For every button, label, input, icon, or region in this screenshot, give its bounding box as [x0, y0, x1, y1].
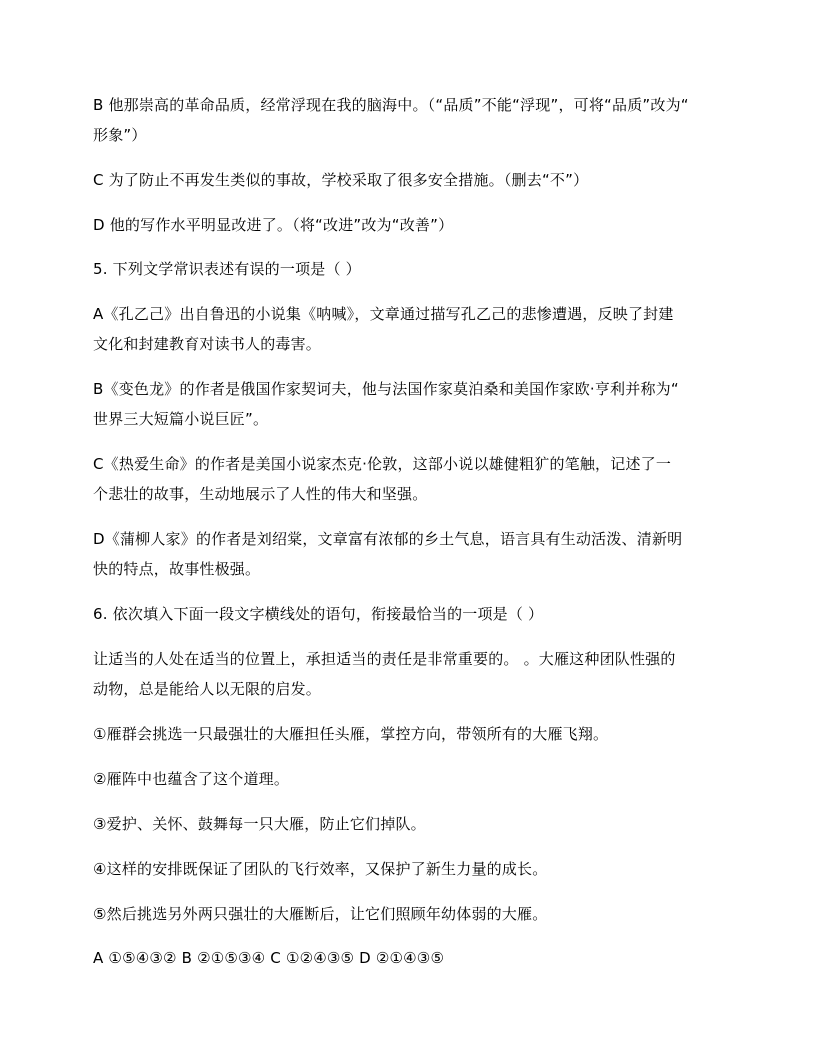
question-5-title: 5. 下列文学常识表述有误的一项是（ ）	[93, 260, 361, 278]
q6-sentence-2: ②雁阵中也蕴含了这个道理。	[93, 770, 290, 788]
q5-option-b-line-1: B《变色龙》的作者是俄国作家契诃夫，他与法国作家莫泊桑和美国作家欧·亨利并称为“	[93, 380, 679, 398]
q6-passage-line-2: 动物，总是能给人以无限的启发。	[93, 680, 322, 698]
q5-option-c-line-1: C《热爱生命》的作者是美国小说家杰克·伦敦，这部小说以雄健粗犷的笔触，记述了一	[93, 455, 672, 473]
q5-option-c-line-2: 个悲壮的故事，生动地展示了人性的伟大和坚强。	[93, 485, 428, 503]
option-c-line: C 为了防止不再发生类似的事故，学校采取了很多安全措施。（删去“不”）	[93, 171, 589, 189]
q6-sentence-1: ①雁群会挑选一只最强壮的大雁担任头雁，掌控方向，带领所有的大雁飞翔。	[93, 725, 609, 743]
question-6-title: 6. 依次填入下面一段文字横线处的语句，衔接最恰当的一项是（ ）	[93, 605, 544, 623]
q6-answer-options: A ①⑤④③② B ②①⑤③④ C ①②④③⑤ D ②①④③⑤	[93, 949, 445, 967]
q6-sentence-4: ④这样的安排既保证了团队的飞行效率，又保护了新生力量的成长。	[93, 860, 548, 878]
q5-option-d-line-1: D《蒲柳人家》的作者是刘绍棠，文章富有浓郁的乡土气息，语言具有生动活泼、清新明	[93, 530, 683, 548]
q6-sentence-3: ③爱护、关怀、鼓舞每一只大雁，防止它们掉队。	[93, 815, 426, 833]
option-b-line-2: 形象”）	[93, 126, 147, 144]
q6-passage-line-1: 让适当的人处在适当的位置上，承担适当的责任是非常重要的。 。大雁这种团队性强的	[93, 650, 676, 668]
option-d-line: D 他的写作水平明显改进了。（将“改进”改为“改善”）	[93, 216, 454, 234]
q5-option-b-line-2: 世界三大短篇小说巨匠”。	[93, 410, 269, 428]
q6-sentence-5: ⑤然后挑选另外两只强壮的大雁断后，让它们照顾年幼体弱的大雁。	[93, 905, 548, 923]
q5-option-a-line-1: A《孔乙己》出自鲁迅的小说集《呐喊》，文章通过描写孔乙己的悲惨遭遇，反映了封建	[93, 305, 674, 323]
q5-option-d-line-2: 快的特点，故事性极强。	[93, 560, 261, 578]
option-b-line-1: B 他那崇高的革命品质，经常浮现在我的脑海中。（“品质”不能“浮现”，可将“品质”改为“	[93, 96, 689, 114]
q5-option-a-line-2: 文化和封建教育对读书人的毒害。	[93, 335, 322, 353]
